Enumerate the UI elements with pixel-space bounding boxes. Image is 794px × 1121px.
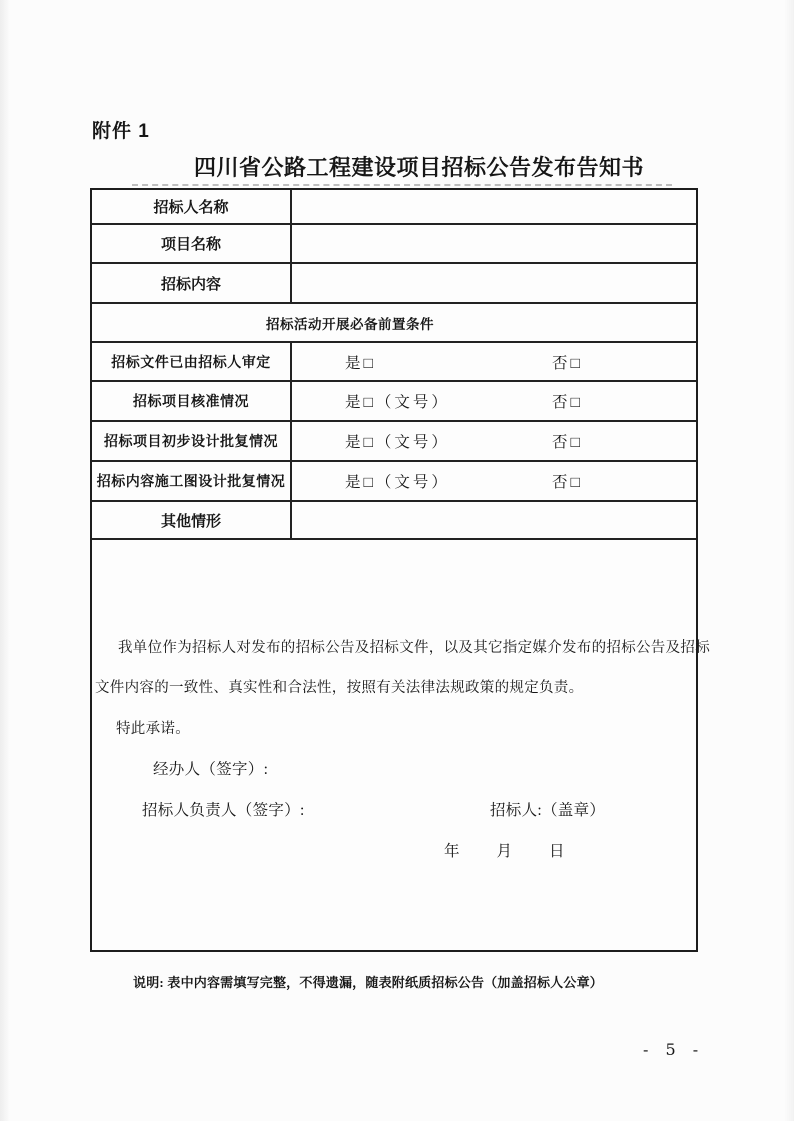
- page-number: - 5 -: [643, 1040, 702, 1059]
- project-name-value-cell: [292, 225, 696, 262]
- project-approval-value-cell: [292, 382, 696, 420]
- preliminary-design-value-cell: [292, 422, 696, 460]
- bidder-name-value-cell: [292, 190, 696, 223]
- no-checkbox: 否□: [552, 394, 583, 411]
- table-row: [92, 190, 696, 225]
- other-cases-label: 其他情形: [92, 502, 292, 538]
- preliminary-design-label: 招标项目初步设计批复情况: [92, 422, 292, 460]
- commitment-cell: [92, 540, 710, 950]
- doc-approved-value-cell: [292, 343, 696, 380]
- promise-text: 特此承诺。: [116, 721, 190, 737]
- no-checkbox: 否□: [552, 354, 583, 372]
- doc-approved-label: 招标文件已由招标人审定: [92, 343, 292, 380]
- instruction-note: 说明: 表中内容需填写完整，不得遗漏，随表附纸质招标公告（加盖招标人公章）: [133, 975, 603, 990]
- yes-checkbox: 是□（文号）: [345, 474, 450, 491]
- table-row: [92, 264, 696, 304]
- project-name-label: 项目名称: [92, 225, 292, 262]
- notice-form-table: [90, 188, 710, 952]
- table-row: [92, 225, 696, 264]
- table-row: [92, 304, 696, 343]
- table-row: [92, 462, 696, 502]
- table-row: [92, 422, 696, 462]
- no-checkbox: 否□: [552, 434, 583, 451]
- section-header: [92, 304, 696, 341]
- responsible-signature-label: 招标人负责人（签字）:: [142, 802, 305, 819]
- date-line: 年 月 日: [444, 843, 567, 860]
- bidder-seal-label: 招标人:（盖章）: [490, 802, 606, 819]
- handler-signature-label: 经办人（签字）:: [153, 761, 269, 778]
- tender-content-value-cell: [292, 264, 696, 302]
- no-checkbox: 否□: [552, 474, 583, 491]
- bidder-name-label: 招标人名称: [92, 190, 292, 223]
- attachment-label: 附件 1: [92, 121, 150, 142]
- yes-checkbox: 是□（文号）: [345, 394, 450, 411]
- yes-checkbox: 是□: [345, 354, 376, 372]
- construction-drawing-value-cell: [292, 462, 696, 500]
- yes-checkbox: 是□（文号）: [345, 434, 450, 451]
- other-cases-value-cell: [292, 502, 696, 538]
- project-approval-label: 招标项目核准情况: [92, 382, 292, 420]
- document-title: 四川省公路工程建设项目招标公告发布告知书: [193, 155, 644, 180]
- table-row: [92, 343, 696, 382]
- commitment-line-1: 我单位作为招标人对发布的招标公告及招标文件，以及其它指定媒介发布的招标公告及招标: [118, 640, 710, 656]
- commitment-line-2: 文件内容的一致性、真实性和合法性，按照有关法律法规政策的规定负责。: [95, 680, 584, 696]
- table-row: [92, 502, 696, 540]
- section-header-text: 招标活动开展必备前置条件: [266, 316, 434, 332]
- tender-content-label: 招标内容: [92, 264, 292, 302]
- construction-drawing-label: 招标内容施工图设计批复情况: [92, 462, 292, 500]
- table-row: [92, 382, 696, 422]
